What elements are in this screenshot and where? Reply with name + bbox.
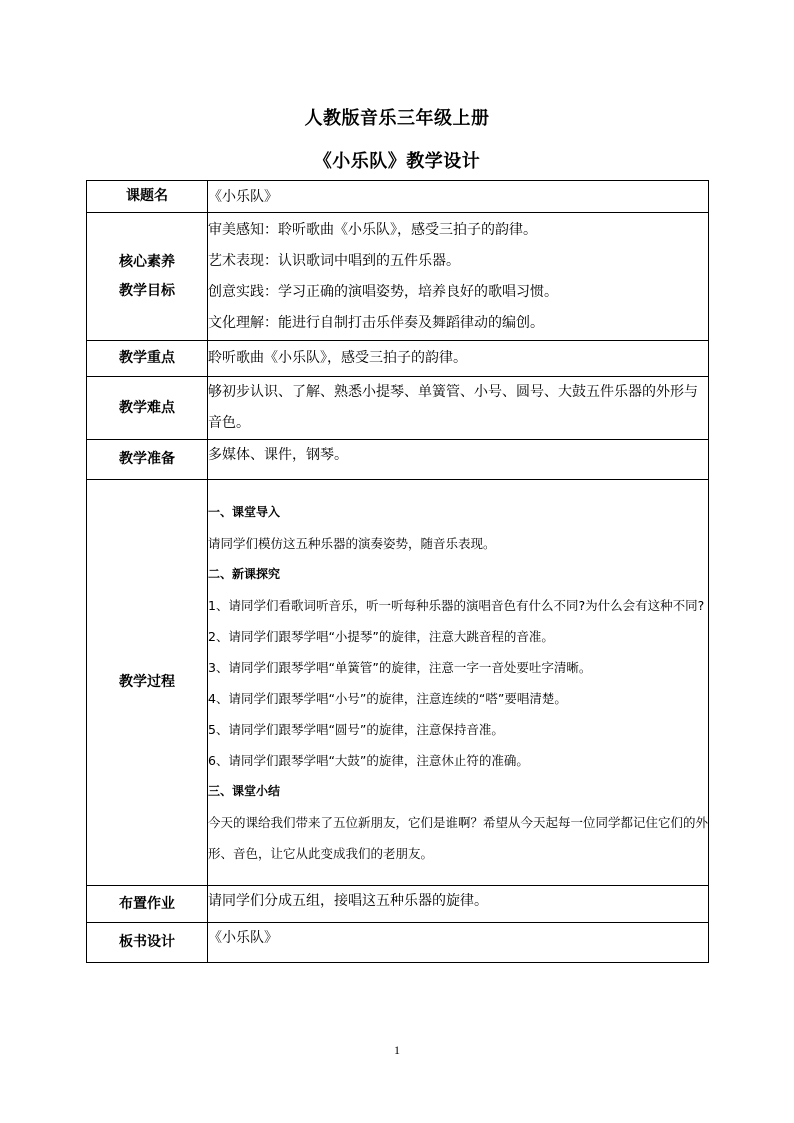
key-point-value: 聆听歌曲《小乐队》，感受三拍子的韵律。 [208, 341, 709, 377]
section-intro-text: 请同学们模仿这五种乐器的演奏姿势，随音乐表现。 [208, 535, 496, 551]
board-value: 《小乐队》 [208, 923, 709, 963]
document-subtitle: 《小乐队》教学设计 [313, 151, 481, 172]
goal-item: 审美感知：聆听歌曲《小乐队》，感受三拍子的韵律。 [208, 221, 537, 238]
process-content [208, 480, 709, 886]
table-row-key-point [87, 341, 709, 377]
goals-label-line1: 核心素养 [119, 253, 175, 270]
table-row-goals [87, 213, 709, 341]
homework-label: 布置作业 [87, 886, 208, 923]
goal-item: 文化理解：能进行自制打击乐伴奏及舞蹈律动的编创。 [208, 314, 544, 331]
board-label: 板书设计 [87, 923, 208, 963]
explore-item: 1、请同学们看歌词听音乐，听一听每种乐器的演唱音色有什么不同?为什么会有这种不同? [208, 597, 705, 613]
page-number: 1 [394, 1043, 400, 1057]
table-row-topic [87, 181, 709, 213]
document-title: 人教版音乐三年级上册 [304, 108, 490, 129]
preparation-value: 多媒体、课件，钢琴。 [208, 440, 709, 480]
difficulty-label: 教学难点 [87, 377, 208, 440]
topic-value: 《小乐队》 [208, 181, 709, 213]
goals-label-line2: 教学目标 [119, 282, 175, 299]
section-heading-intro: 一、课堂导入 [208, 504, 281, 519]
goal-item: 创意实践：学习正确的演唱姿势，培养良好的歌唱习惯。 [208, 283, 558, 300]
explore-item: 4、请同学们跟琴学唱“小号”的旋律，注意连续的“嗒”要唱清楚。 [208, 690, 567, 706]
preparation-label: 教学准备 [87, 440, 208, 480]
explore-item: 2、请同学们跟琴学唱“小提琴”的旋律，注意大跳音程的音准。 [208, 628, 554, 644]
section-heading-explore: 二、新课探究 [208, 566, 281, 581]
lesson-plan-table [86, 180, 709, 963]
table-row-board [87, 923, 709, 963]
goal-item: 艺术表现：认识歌词中唱到的五件乐器。 [208, 252, 460, 269]
section-summary-text: 今天的课给我们带来了五位新朋友，它们是谁啊？希望从今天起每一位同学都记住它们的外形、音色，让它从此变成我们的老朋友。 [208, 814, 709, 861]
goals-list [208, 213, 709, 341]
key-point-label: 教学重点 [87, 341, 208, 377]
section-heading-summary: 三、课堂小结 [208, 783, 281, 798]
table-row-difficulty [87, 377, 709, 440]
explore-item: 5、请同学们跟琴学唱“圆号”的旋律，注意保持音准。 [208, 721, 504, 737]
table-row-homework [87, 886, 709, 923]
explore-item: 6、请同学们跟琴学唱“大鼓”的旋律，注意休止符的准确。 [208, 752, 529, 768]
process-label: 教学过程 [87, 480, 208, 886]
explore-item: 3、请同学们跟琴学唱“单簧管”的旋律，注意一字一音处要吐字清晰。 [208, 659, 592, 675]
table-row-preparation [87, 440, 709, 480]
homework-value: 请同学们分成五组，接唱这五种乐器的旋律。 [208, 886, 709, 923]
difficulty-value: 够初步认识、了解、熟悉小提琴、单簧管、小号、圆号、大鼓五件乐器的外形与音色。 [208, 377, 709, 440]
topic-label: 课题名 [87, 181, 208, 213]
goals-label [87, 213, 208, 341]
table-row-process [87, 480, 709, 886]
